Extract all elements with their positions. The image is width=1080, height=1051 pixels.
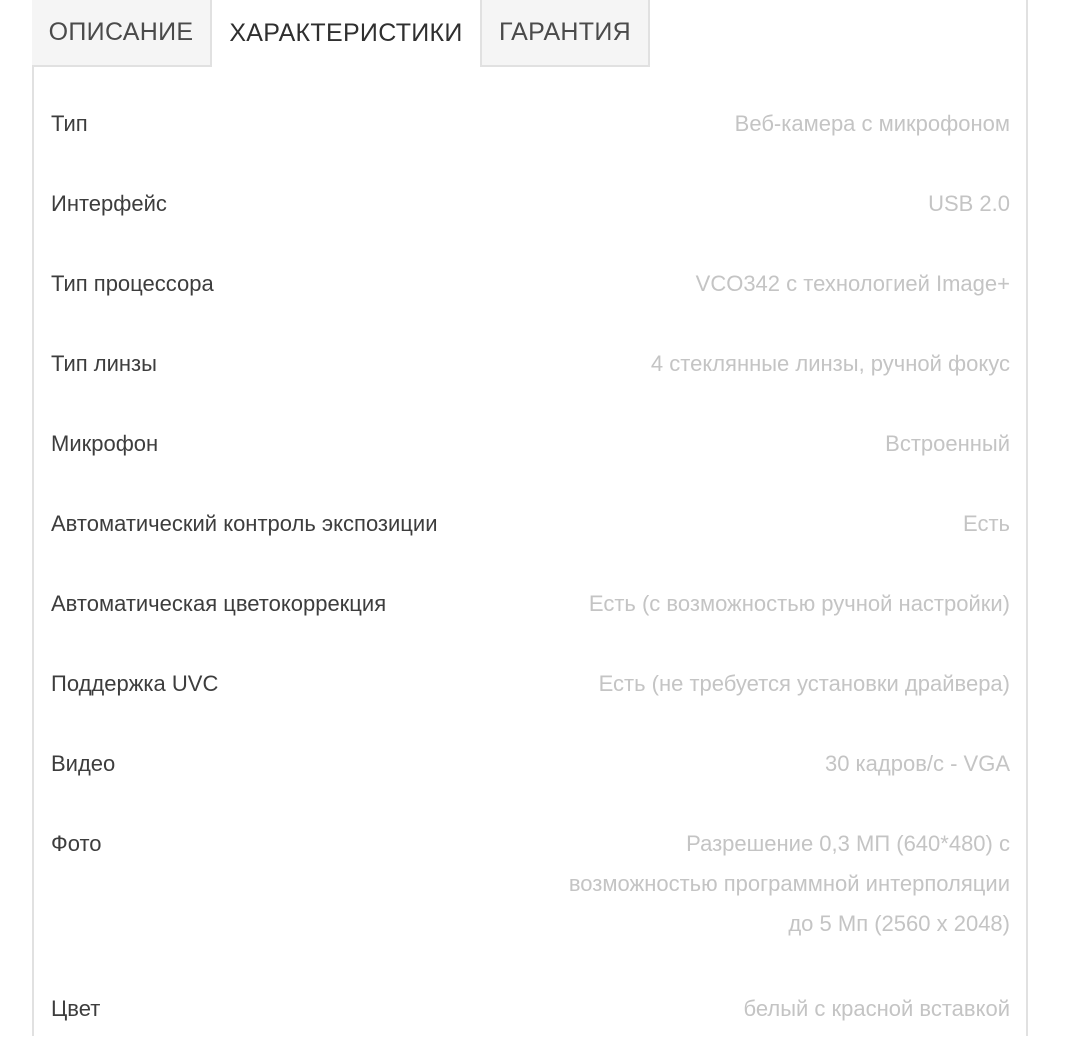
spec-value: Есть (не требуется установки драйвера) (598, 671, 1010, 696)
spec-label: Микрофон (51, 431, 159, 456)
tab-description[interactable]: ОПИСАНИЕ (32, 0, 212, 67)
spec-row-color (51, 971, 1010, 1051)
spec-row-photo (51, 806, 1010, 971)
spec-value: 4 стеклянные линзы, ручной фокус (650, 351, 1010, 376)
spec-label: Тип (51, 111, 88, 136)
spec-value: USB 2.0 (928, 191, 1010, 216)
specs-table (51, 86, 1010, 1051)
spec-row-uvc (51, 646, 1010, 726)
spec-value: белый с красной вставкой (743, 996, 1010, 1021)
spec-label: Цвет (51, 996, 101, 1021)
spec-row-type (51, 86, 1010, 166)
spec-row-microphone (51, 406, 1010, 486)
spec-label: Фото (51, 831, 102, 856)
spec-value: 30 кадров/с - VGA (824, 751, 1010, 776)
spec-value: Есть (с возможностью ручной настройки) (588, 591, 1010, 616)
tab-bar (32, 0, 650, 67)
spec-value: Веб-камера с микрофоном (734, 111, 1010, 136)
spec-value: Встроенный (885, 431, 1010, 456)
spec-label: Автоматическая цветокоррекция (51, 591, 387, 616)
spec-row-lens (51, 326, 1010, 406)
tab-specifications[interactable]: ХАРАКТЕРИСТИКИ (212, 0, 480, 67)
spec-label: Видео (51, 751, 116, 776)
spec-row-processor (51, 246, 1010, 326)
spec-row-video (51, 726, 1010, 806)
spec-row-exposure (51, 486, 1010, 566)
tab-warranty[interactable]: ГАРАНТИЯ (480, 0, 650, 67)
spec-label: Тип процессора (51, 271, 214, 296)
spec-row-color-correction (51, 566, 1010, 646)
spec-value: VCO342 с технологией Image+ (695, 271, 1010, 296)
spec-label: Автоматический контроль экспозиции (51, 511, 438, 536)
spec-label: Поддержка UVC (51, 671, 219, 696)
spec-value: Разрешение 0,3 МП (640*480) с возможностью программной интерполяции до 5 Мп (2560 x 2048) (568, 831, 1010, 936)
spec-row-interface (51, 166, 1010, 246)
spec-label: Тип линзы (51, 351, 157, 376)
spec-label: Интерфейс (51, 191, 167, 216)
spec-value: Есть (963, 511, 1010, 536)
